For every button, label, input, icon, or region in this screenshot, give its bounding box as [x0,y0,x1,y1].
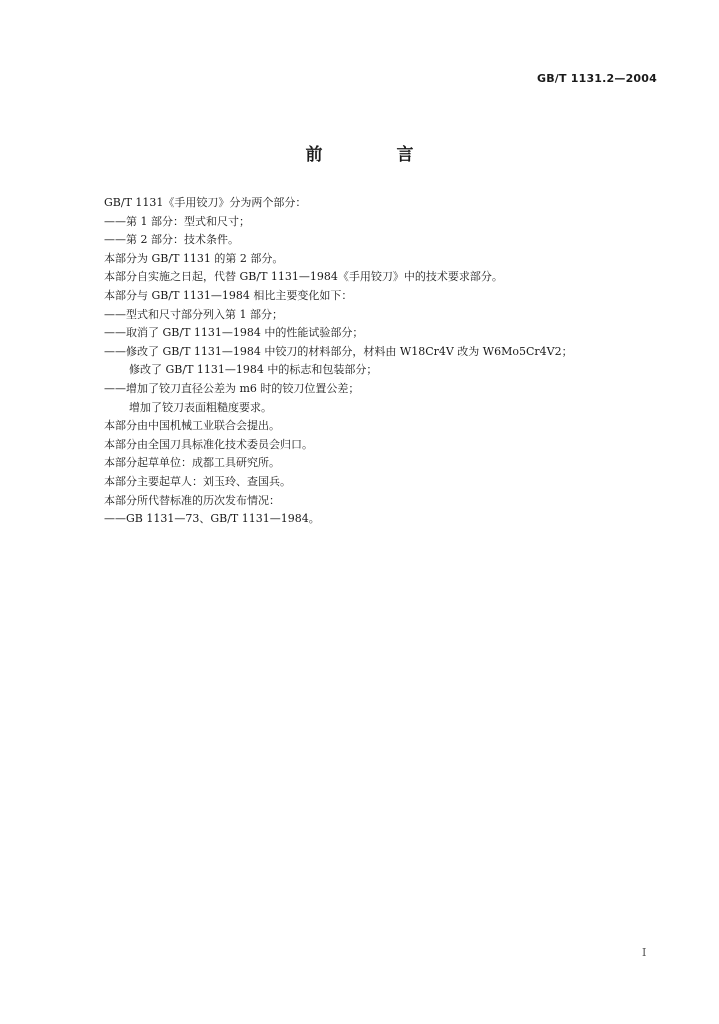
text-line: GB/T 1131《手用铰刀》分为两个部分： [104,196,307,209]
text-line: ——型式和尺寸部分列入第 1 部分； [104,307,283,321]
text-line: 增加了铰刀表面粗糙度要求。 [129,400,272,414]
standard-code: GB/T 1131.2—2004 [536,72,657,85]
text-line: 本部分起草单位：成都工具研究所。 [104,456,280,470]
text-line: 本部分主要起草人：刘玉玲、查国兵。 [104,474,291,488]
text-line: 本部分所代替标准的历次发布情况： [104,493,280,507]
text-line: 本部分自实施之日起，代替 GB/T 1131—1984《手用铰刀》中的技术要求部分。 [104,270,503,284]
text-line: ——取消了 GB/T 1131—1984 中的性能试验部分； [104,326,364,340]
text-line: 本部分与 GB/T 1131—1984 相比主要变化如下： [104,288,353,302]
text-line: 本部分由中国机械工业联合会提出。 [104,419,280,433]
text-line: 修改了 GB/T 1131—1984 中的标志和包装部分； [129,363,378,377]
text-line: 本部分为 GB/T 1131 的第 2 部分。 [104,251,284,265]
page-number: I [642,946,647,959]
foreword-body [104,194,644,529]
page-title: 前 言 [305,145,448,165]
text-line: ——修改了 GB/T 1131—1984 中铰刀的材料部分，材料由 W18Cr4V 改为 W6Mo5Cr4V2； [104,344,573,358]
text-line: ——第 1 部分：型式和尺寸； [104,214,250,228]
text-line: ——GB 1131—73、GB/T 1131—1984。 [104,512,320,526]
text-line: ——第 2 部分：技术条件。 [104,233,239,247]
text-line: 本部分由全国刀具标准化技术委员会归口。 [104,437,313,451]
text-line: ——增加了铰刀直径公差为 m6 时的铰刀位置公差； [104,381,360,395]
